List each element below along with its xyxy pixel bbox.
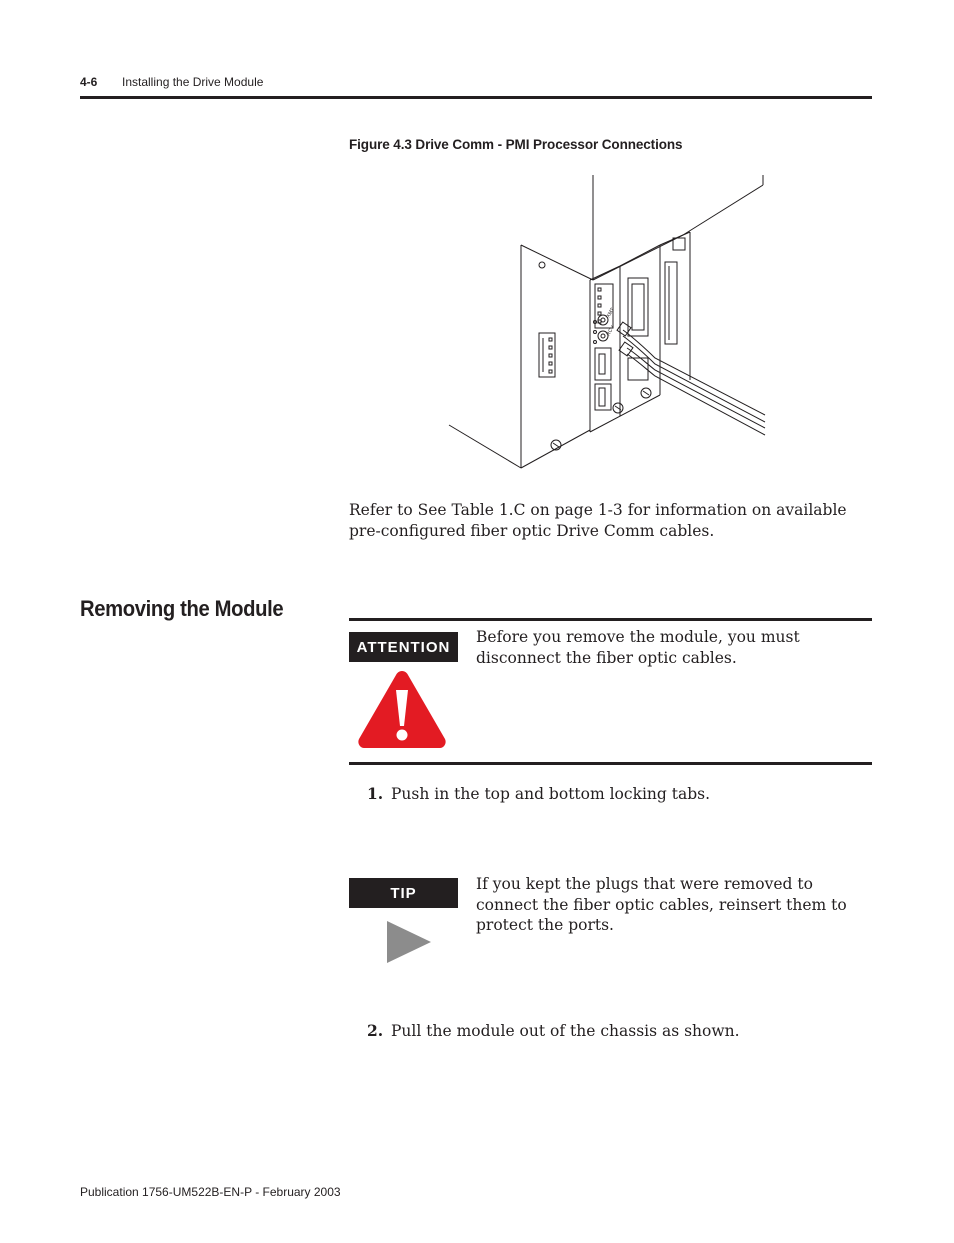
figure-caption: Figure 4.3 Drive Comm - PMI Processor Connections: [349, 137, 683, 152]
intro-paragraph: Refer to See Table 1.C on page 1-3 for information on available pre-configured fiber optic Drive Comm cables.: [349, 501, 847, 540]
section-title: Removing the Module: [80, 596, 284, 621]
xmt-label: XMT: [605, 306, 617, 319]
step-2-text: Pull the module out of the chassis as shown.: [391, 1022, 740, 1040]
step-1-number: 1.: [367, 784, 384, 803]
tip-label: TIP: [349, 878, 458, 908]
rcv-label: RCV: [605, 324, 617, 337]
page-number: 4-6: [80, 75, 98, 89]
attention-top-rule: [349, 618, 872, 621]
footer-publication: Publication 1756-UM522B-EN-P - February 2003: [80, 1185, 341, 1199]
step-2-number: 2.: [367, 1021, 384, 1040]
attention-label: ATTENTION: [349, 632, 458, 662]
step-1: [367, 783, 710, 805]
header-rule: [80, 96, 872, 99]
warning-triangle-icon: [356, 668, 448, 750]
step-2: [367, 1020, 740, 1042]
tip-text: If you kept the plugs that were removed to connect the fiber optic cables, reinsert them to protect the ports.: [476, 875, 847, 934]
step-1-text: Push in the top and bottom locking tabs.: [391, 785, 711, 803]
play-arrow-icon: [386, 920, 432, 964]
attention-text: Before you remove the module, you must disconnect the fiber optic cables.: [476, 628, 800, 667]
chapter-title: Installing the Drive Module: [122, 75, 264, 89]
attention-bottom-rule: [349, 762, 872, 765]
drive-comm-connection-illustration: [445, 170, 770, 470]
